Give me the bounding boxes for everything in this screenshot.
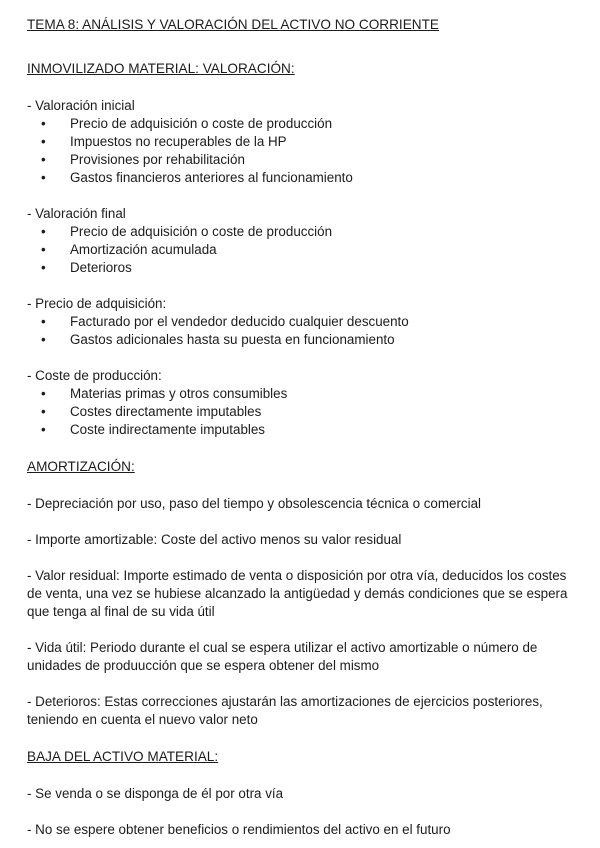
bullet-list <box>27 313 580 349</box>
list-item-text: Gastos adicionales hasta su puesta en funcionamiento <box>70 332 395 347</box>
list-item-text: Deterioros <box>70 260 132 275</box>
group-precio-adquisicion <box>27 295 580 349</box>
bullet-icon: • <box>41 314 46 329</box>
list-item <box>27 151 580 169</box>
bullet-list <box>27 385 580 439</box>
paragraph: - Importe amortizable: Coste del activo menos su valor residual <box>27 532 402 547</box>
list-item-text: Costes directamente imputables <box>70 404 262 419</box>
list-item <box>27 115 580 133</box>
list-item <box>27 385 580 403</box>
bullet-list <box>27 223 580 277</box>
list-item-text: Gastos financieros anteriores al funcionamiento <box>70 170 353 185</box>
section-heading-baja: BAJA DEL ACTIVO MATERIAL: <box>27 749 219 764</box>
bullet-icon: • <box>41 404 46 419</box>
group-valoracion-inicial <box>27 97 580 187</box>
bullet-icon: • <box>41 134 46 149</box>
list-item <box>27 331 580 349</box>
bullet-icon: • <box>41 152 46 167</box>
paragraph: - Valor residual: Importe estimado de venta o disposición por otra vía, deducidos los costes de venta, una vez se hubiese alcanzado la antigüedad y demás condiciones que se espera que tenga al final de su vida útil <box>27 568 568 619</box>
list-item-text: Coste indirectamente imputables <box>70 422 266 437</box>
paragraph: - Vida útil: Periodo durante el cual se espera utilizar el activo amortizable o número de unidades de produucción que se espera obtener del mismo <box>27 640 538 673</box>
list-item-text: Provisiones por rehabilitación <box>70 152 245 167</box>
list-item-text: Materias primas y otros consumibles <box>70 386 288 401</box>
list-item <box>27 313 580 331</box>
bullet-icon: • <box>41 386 46 401</box>
group-label: - Coste de producción: <box>27 368 162 383</box>
list-item <box>27 223 580 241</box>
section-heading-amortizacion: AMORTIZACIÓN: <box>27 459 135 474</box>
bullet-icon: • <box>41 332 46 347</box>
group-label: - Valoración final <box>27 206 126 221</box>
group-label: - Valoración inicial <box>27 98 135 113</box>
bullet-icon: • <box>41 260 46 275</box>
list-item <box>27 259 580 277</box>
section-heading-inmovilizado: INMOVILIZADO MATERIAL: VALORACIÓN: <box>27 61 295 76</box>
paragraph: - No se espere obtener beneficios o rendimientos del activo en el futuro <box>27 822 451 837</box>
list-item <box>27 241 580 259</box>
list-item <box>27 421 580 439</box>
bullet-icon: • <box>41 242 46 257</box>
list-item-text: Precio de adquisición o coste de producción <box>70 224 333 239</box>
list-item <box>27 133 580 151</box>
document-title: TEMA 8: ANÁLISIS Y VALORACIÓN DEL ACTIVO NO CORRIENTE <box>27 17 439 32</box>
group-valoracion-final <box>27 205 580 277</box>
paragraph: - Deterioros: Estas correcciones ajustarán las amortizaciones de ejercicios posteriores, teniendo en cuenta el nuevo valor neto <box>27 694 543 727</box>
bullet-icon: • <box>41 224 46 239</box>
list-item-text: Amortización acumulada <box>70 242 217 257</box>
list-item <box>27 169 580 187</box>
bullet-list <box>27 115 580 187</box>
list-item-text: Precio de adquisición o coste de producción <box>70 116 333 131</box>
group-coste-produccion <box>27 367 580 439</box>
bullet-icon: • <box>41 170 46 185</box>
bullet-icon: • <box>41 422 46 437</box>
paragraph: - Depreciación por uso, paso del tiempo y obsolescencia técnica o comercial <box>27 496 482 511</box>
paragraph: - Se venda o se disponga de él por otra vía <box>27 786 284 801</box>
group-label: - Precio de adquisición: <box>27 296 167 311</box>
list-item-text: Facturado por el vendedor deducido cualquier descuento <box>70 314 409 329</box>
list-item <box>27 403 580 421</box>
list-item-text: Impuestos no recuperables de la HP <box>70 134 287 149</box>
bullet-icon: • <box>41 116 46 131</box>
